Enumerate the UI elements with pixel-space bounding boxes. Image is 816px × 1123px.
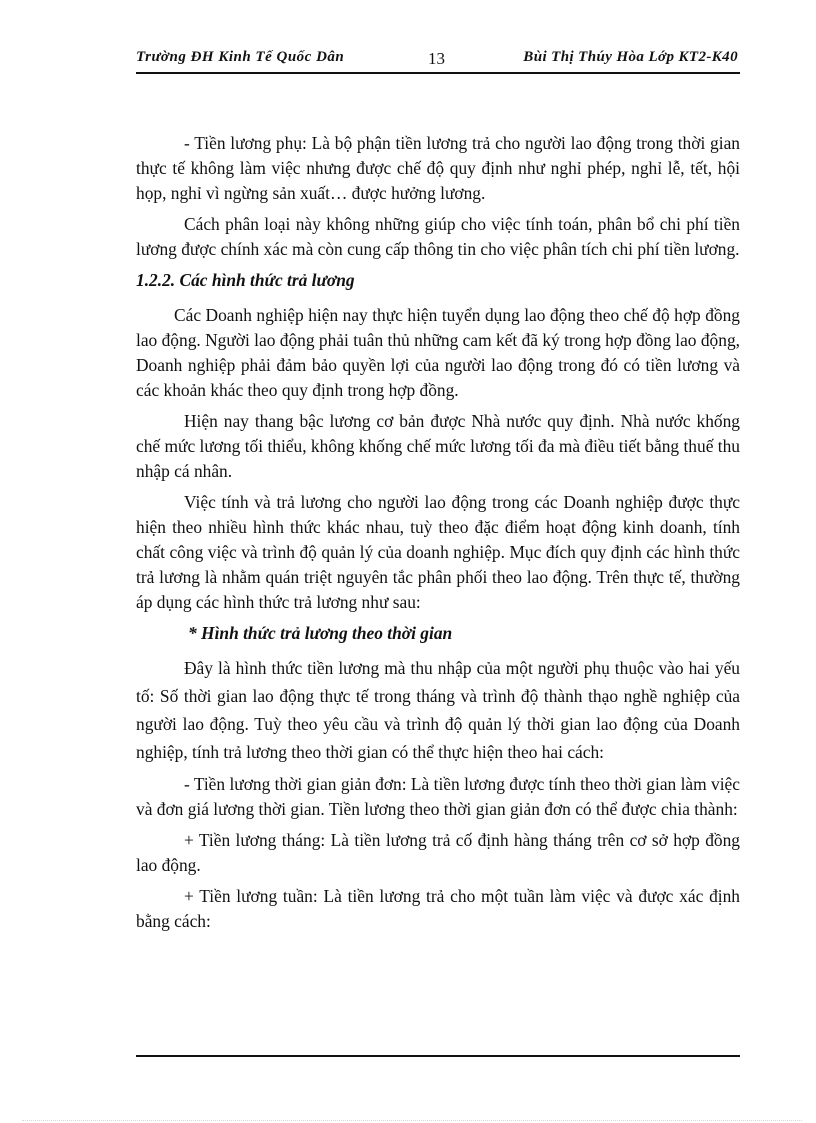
paragraph-thang-bac-luong: Hiện nay thang bậc lương cơ bản được Nhà nước quy định. Nhà nước khống chế mức lương tối thiểu, không khống chế mức lương tối đa mà điều tiết bằng thuế thu nhập cá nhân. (136, 411, 740, 481)
header-rule (136, 72, 740, 74)
subsection-heading: * Hình thức trả lương theo thời gian (188, 623, 453, 643)
paragraph-luong-gian-don: - Tiền lương thời gian giản đơn: Là tiền lương được tính theo thời gian làm việc và đơn giá lương thời gian. Tiền lương theo thời gian giản đơn có thể được chia thành: (136, 774, 740, 819)
page-header (136, 46, 740, 72)
footer-rule (136, 1055, 740, 1057)
header-university: Trường ĐH Kinh Tế Quốc Dân (136, 49, 345, 65)
page-edge-line (22, 1120, 802, 1121)
page-body (136, 131, 740, 940)
paragraph-doanh-nghiep: Các Doanh nghiệp hiện nay thực hiện tuyển dụng lao động theo chế độ hợp đồng lao động. Người lao động phải tuân thủ những cam kết đã ký trong hợp đồng lao động, Doanh nghiệp phải đảm bảo quyền lợi của người lao động trong đó có tiền lương và các khoản khác theo quy định trong hợp đồng. (136, 305, 740, 400)
paragraph-luong-thang: + Tiền lương tháng: Là tiền lương trả cố định hàng tháng trên cơ sở hợp đồng lao động. (136, 830, 740, 875)
paragraph-tien-luong-phu: - Tiền lương phụ: Là bộ phận tiền lương trả cho người lao động trong thời gian thực tế không làm việc nhưng được chế độ quy định như nghỉ phép, nghỉ lễ, tết, hội họp, nghỉ vì ngừng sản xuất… được hưởng lương. (136, 133, 740, 203)
paragraph-hinh-thuc-thoi-gian: Đây là hình thức tiền lương mà thu nhập của một người phụ thuộc vào hai yếu tố: Số thời gian lao động thực tế trong tháng và trình độ thành thạo nghề nghiệp của người lao động. Tuỳ theo yêu cầu và trình độ quản lý thời gian lao động của Doanh nghiệp, tính trả lương theo thời gian có thể thực hiện theo hai cách: (136, 658, 740, 762)
section-heading: 1.2.2. Các hình thức trả lương (136, 270, 355, 290)
paragraph-luong-tuan: + Tiền lương tuần: Là tiền lương trả cho một tuần làm việc và được xác định bằng cách: (136, 886, 740, 931)
paragraph-cach-phan-loai: Cách phân loại này không những giúp cho việc tính toán, phân bổ chi phí tiền lương được chính xác mà còn cung cấp thông tin cho việc phân tích chi phí tiền lương. (136, 214, 740, 259)
paragraph-viec-tinh-tra-luong: Việc tính và trả lương cho người lao động trong các Doanh nghiệp được thực hiện theo nhiều hình thức khác nhau, tuỳ theo đặc điểm hoạt động kinh doanh, tính chất công việc và trình độ quản lý của doanh nghiệp. Mục đích quy định các hình thức trả lương là nhằm quán triệt nguyên tắc phân phối theo lao động. Trên thực tế, thường áp dụng các hình thức trả lương như sau: (136, 492, 740, 612)
page-number: 13 (428, 49, 445, 68)
header-author: Bùi Thị Thúy Hòa Lớp KT2-K40 (523, 49, 738, 65)
